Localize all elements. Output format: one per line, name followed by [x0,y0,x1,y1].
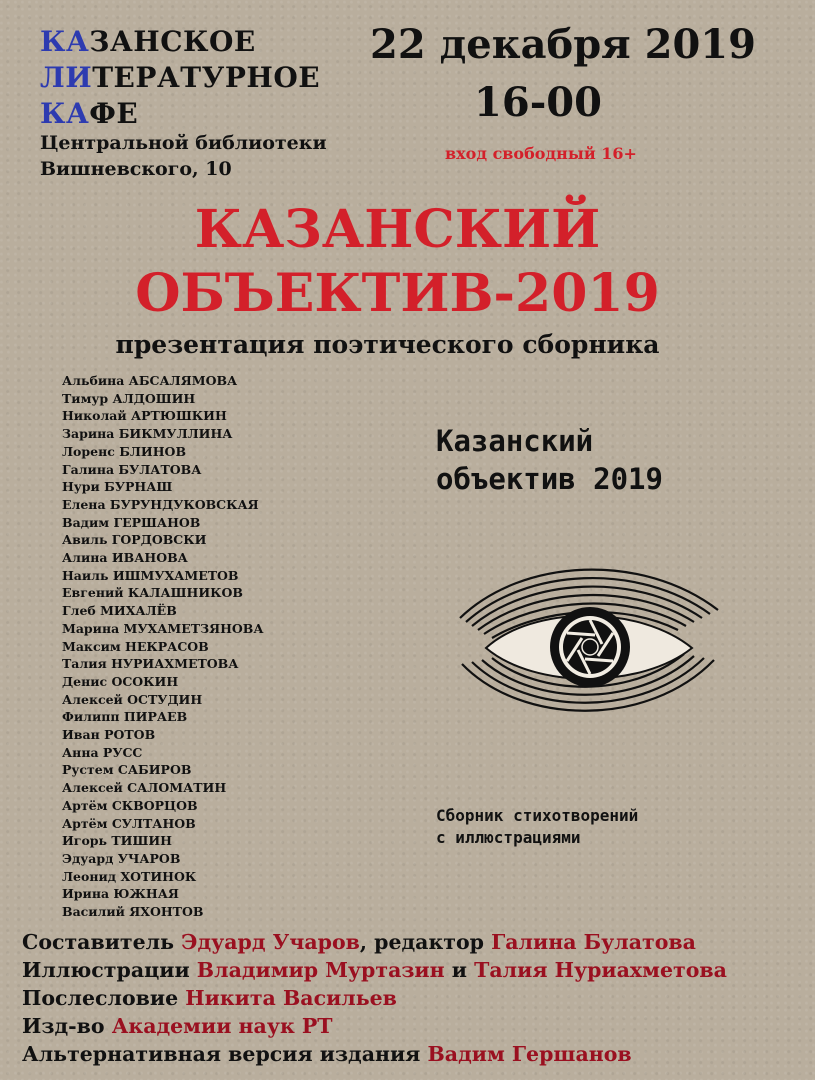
author-item: Денис ОСОКИН [62,673,179,689]
venue-address [40,130,327,182]
credit-alt-version [22,1040,727,1068]
author-item: Максим НЕКРАСОВ [62,638,209,654]
author-item: Иван РОТОВ [62,727,156,743]
credit-publisher [22,1012,727,1040]
credit-illustrations [22,956,727,984]
author-item: Лоренс БЛИНОВ [62,443,187,459]
book-sub-line-1: Сборник стихотворений [436,806,639,825]
editor-name: Галина Булатова [491,930,696,954]
credit-label: Альтернативная версия издания [22,1042,421,1066]
author-item: Алексей САЛОМАТИН [62,780,227,796]
author-item: Вадим ГЕРШАНОВ [62,514,201,530]
event-time: 16-00 [474,79,602,126]
author-item: Эдуард УЧАРОВ [62,850,181,866]
author-item: Наиль ИШМУХАМЕТОВ [62,567,239,583]
cafe-line-3 [40,96,320,132]
credit-label: Составитель [22,930,175,954]
credit-label: Иллюстрации [22,958,190,982]
event-date: 22 декабря 2019 [370,21,756,68]
author-item: Марина МУХАМЕТЗЯНОВА [62,620,264,636]
title-line-1: КАЗАНСКИЙ [194,199,601,260]
illustrator-name: Талия Нуриахметова [474,958,727,982]
author-item: Леонид ХОТИНОК [62,868,197,884]
entry-note: вход свободный 16+ [445,144,637,163]
venue-line-1: Центральной библиотеки [40,132,327,154]
afterword-name: Никита Васильев [185,986,397,1010]
cafe-accent: ЛИ [40,61,93,94]
literary-cafe-logo [40,24,320,132]
author-item: Артём СКВОРЦОВ [62,797,198,813]
author-item: Елена БУРУНДУКОВСКАЯ [62,496,259,512]
book-cover-title [436,422,663,498]
cafe-accent: КА [40,25,90,58]
book-cover-subtitle [436,805,638,849]
author-item: Авиль ГОРДОВСКИ [62,532,207,548]
book-title-line-1: Казанский [436,424,594,458]
author-item: Альбина АБСАЛЯМОВА [62,373,238,388]
author-item: Алексей ОСТУДИН [62,691,203,707]
event-title [0,198,795,326]
credit-afterword [22,984,727,1012]
author-item: Рустем САБИРОВ [62,762,192,778]
credits-block [22,928,727,1068]
author-item: Николай АРТЮШКИН [62,408,227,424]
author-item: Евгений КАЛАШНИКОВ [62,585,243,601]
author-item: Зарина БИКМУЛЛИНА [62,426,233,442]
author-item: Ирина ЮЖНАЯ [62,886,179,902]
cafe-rest: ЗАНСКОЕ [89,25,256,58]
credit-label: Изд-во [22,1014,105,1038]
cafe-line-1 [40,24,320,60]
author-item: Галина БУЛАТОВА [62,461,202,477]
cafe-accent: КА [40,97,90,130]
eye-lens-illustration [452,552,724,734]
author-item: Артём СУЛТАНОВ [62,815,196,831]
cafe-rest: ФЕ [89,97,139,130]
author-item: Игорь ТИШИН [62,833,172,849]
title-line-2: ОБЪЕКТИВ-2019 [135,263,660,324]
event-subtitle: презентация поэтического сборника [115,330,660,359]
and-word: и [444,958,475,982]
author-item: Тимур АЛДОШИН [62,390,196,406]
venue-line-2: Вишневского, 10 [40,158,232,180]
author-item: Алина ИВАНОВА [62,550,188,566]
authors-list [62,372,264,921]
author-item: Анна РУСС [62,744,143,760]
editor-label: , редактор [359,930,484,954]
cafe-line-2 [40,60,320,96]
credit-compiler [22,928,727,956]
credit-label: Послесловие [22,986,179,1010]
author-item: Василий ЯХОНТОВ [62,904,204,920]
compiler-name: Эдуард Учаров [181,930,360,954]
book-title-line-2: объектив 2019 [436,462,663,496]
book-sub-line-2: с иллюстрациями [436,828,581,847]
illustrator-name: Владимир Муртазин [196,958,445,982]
cafe-rest: ТЕРАТУРНОЕ [92,61,321,94]
alt-version-name: Вадим Гершанов [427,1042,632,1066]
author-item: Глеб МИХАЛЁВ [62,603,177,619]
publisher-name: Академии наук РТ [111,1014,333,1038]
author-item: Филипп ПИРАЕВ [62,709,188,725]
author-item: Талия НУРИАХМЕТОВА [62,656,239,672]
author-item: Нури БУРНАШ [62,479,173,495]
